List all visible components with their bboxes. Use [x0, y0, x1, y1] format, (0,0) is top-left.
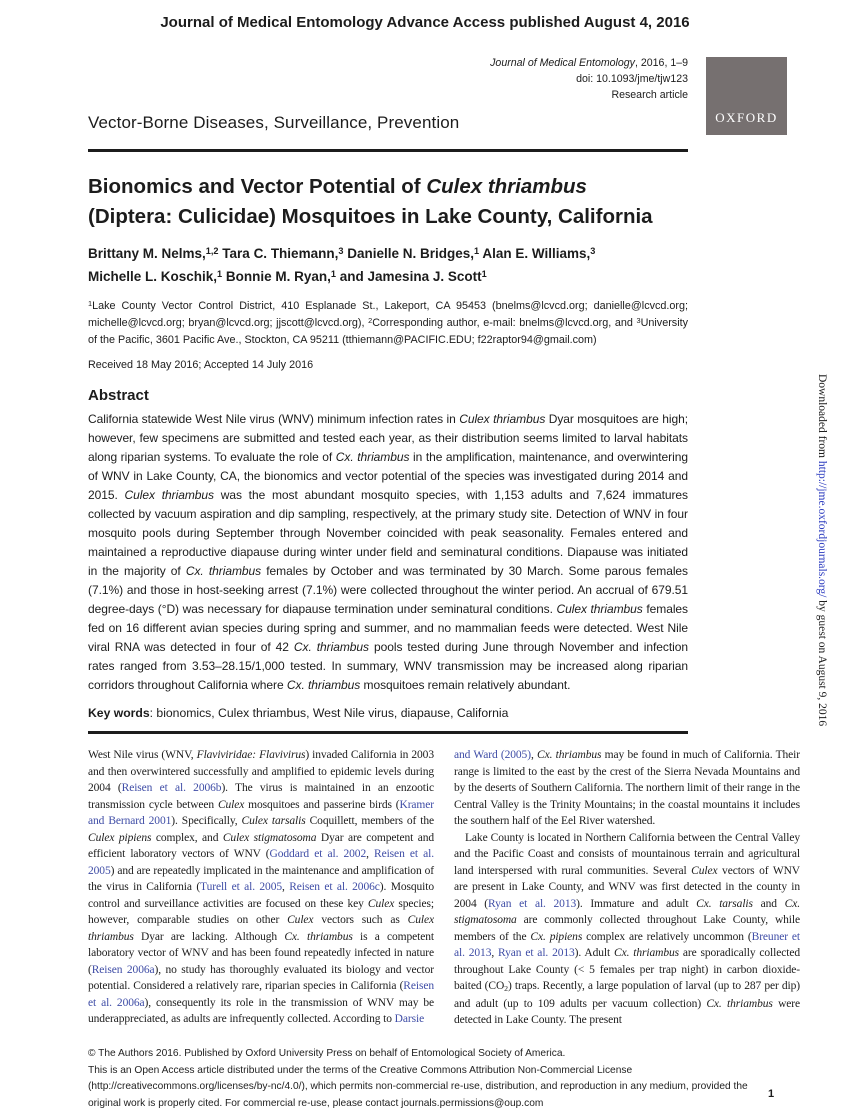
- text-run: Cx. thriambus: [335, 450, 410, 464]
- intro-paragraph-1: [88, 747, 434, 1028]
- citation-reisen-2005[interactable]: Reisen et al. 2005: [88, 848, 434, 877]
- copyright-line: © The Authors 2016. Published by Oxford University Press on behalf of Entomological Society of America.: [88, 1048, 566, 1059]
- citation-darsie-ward-2005[interactable]: Darsie: [394, 1013, 425, 1025]
- text-run: (Diptera: Culicidae) Mosquitoes in Lake County, California: [88, 205, 653, 228]
- text-run: are sporadically collected throughout Lake County (< 5 females per trap night) in carbon dioxide-baited (CO: [454, 947, 800, 992]
- text-run: , 2016, 1–9: [634, 57, 688, 69]
- intro-paragraph-3: [454, 830, 800, 1029]
- text-run: Cx. thriambus: [293, 640, 369, 654]
- text-run: vectors such as: [313, 914, 408, 926]
- affiliations: [88, 298, 688, 349]
- text-run: Culex thriambus: [556, 602, 643, 616]
- text-run: Culex thriambus: [426, 175, 587, 198]
- text-run: Journal of Medical Entomology: [490, 57, 635, 69]
- journal-citation-line: [490, 55, 688, 71]
- page-number: 1: [768, 1088, 775, 1100]
- text-run: Downloaded from: [816, 374, 828, 461]
- page-footer: [88, 1046, 782, 1112]
- text-run: University of the Pacific, 3601 Pacific Ave., Stockton, CA 95211 (tthiemann@PACIFIC.EDU; f22raptor94@gmail.com): [88, 317, 688, 346]
- citation-reisen-et-al-2006a[interactable]: Reisen et al. 2006a: [88, 980, 434, 1009]
- citation-turell-2005[interactable]: Turell et al. 2005: [200, 881, 282, 893]
- abstract-rule: [88, 731, 688, 734]
- text-run: [300, 931, 307, 943]
- text-run: Danielle N. Bridges,: [343, 246, 474, 261]
- article-title: [88, 172, 788, 232]
- text-run: Cx. tarsalis: [696, 897, 753, 910]
- text-run: ). Mosquito control and surveillance activities are focused on these key: [88, 881, 434, 910]
- citation-darsie-ward-2005[interactable]: and Ward (2005): [454, 749, 531, 761]
- text-run: Culex thriambus: [459, 412, 546, 426]
- text-run: 1: [217, 268, 223, 279]
- text-run: Culex: [287, 914, 314, 926]
- body-column-right: [454, 747, 800, 1029]
- advance-access-banner: Journal of Medical Entomology Advance Access published August 4, 2016: [160, 14, 690, 31]
- text-run: Culex stigmatosoma: [222, 831, 317, 844]
- text-run: Culex: [367, 897, 395, 910]
- intro-paragraph-2: [454, 747, 800, 830]
- text-run: Culex thriambus: [88, 914, 434, 943]
- text-run: are commonly collected throughout Lake County, while members of the: [454, 914, 800, 943]
- body-column-left: [88, 747, 434, 1029]
- text-run: Dyar mosquitoes are high; however, few specimens are submitted and tested each year, as their distribution seems limited to larval habitats along riparian systems. To evaluate the role of: [88, 412, 689, 464]
- text-run: ,: [530, 749, 537, 761]
- text-run: Cx.: [530, 930, 546, 943]
- download-watermark: [816, 374, 828, 784]
- text-run: species; however, comparable studies on other: [88, 897, 434, 926]
- citation-reisen-2006a[interactable]: Reisen 2006a: [91, 963, 155, 976]
- text-run: by guest on August 9, 2016: [816, 597, 828, 727]
- citation-breuner-2013[interactable]: Breuner et al. 2013: [454, 930, 800, 959]
- text-run: Culex: [217, 798, 245, 811]
- text-run: Lake County is located in Northern California between the Central Valley and the Pacific Coast and consists of mountainous terrain and agricultural land interspersed with rural communities. Several: [454, 831, 800, 877]
- citation-ryan-2013[interactable]: Ryan et al. 2013: [498, 947, 575, 959]
- text-run: 1: [88, 298, 93, 308]
- text-run: ). Immature and adult: [576, 897, 697, 910]
- author-list: [88, 243, 788, 289]
- keywords-line: [88, 706, 688, 720]
- text-run: in the amplification, maintenance, and overwintering of WNV in Lake County, CA, the bionomics and vector potential of the species was investigated during 2014 and 2015.: [88, 450, 688, 502]
- received-dates: Received 18 May 2016; Accepted 14 July 2016: [88, 359, 314, 371]
- text-run: ). Specifically,: [171, 815, 242, 827]
- oxford-logo-text: OXFORD: [715, 110, 778, 125]
- text-run: California statewide West Nile virus (WNV) minimum infection rates in: [88, 412, 460, 426]
- text-run: Michelle L. Koschik,: [88, 269, 218, 284]
- text-run: Cx. thriambus: [185, 564, 262, 578]
- text-run: 2: [368, 315, 373, 325]
- text-run: ), no study has thoroughly evaluated its biology and vector potential. Considered a relatively rare, riparian species in California (: [88, 963, 434, 992]
- citation-kramer-bernard-2001[interactable]: Kramer and Bernard 2001: [88, 798, 435, 827]
- text-run: Bionomics and Vector Potential of: [88, 175, 427, 198]
- text-run: Corresponding author, e-mail: bnelms@lcvcd.org, and: [372, 317, 637, 329]
- text-run: Cx.: [284, 930, 300, 943]
- text-run: Cx. thriambus: [706, 997, 773, 1010]
- text-run: Cx. thriambus: [537, 749, 602, 761]
- text-run: Culex thriambus: [124, 488, 214, 502]
- text-run: Flaviviridae: Flavivirus: [196, 749, 306, 761]
- abstract-text: [88, 410, 688, 695]
- citation-reisen-2006b[interactable]: Reisen et al. 2006b: [121, 782, 222, 794]
- doi-line: doi: 10.1093/jme/tjw123: [576, 73, 688, 85]
- body-columns: [88, 747, 800, 1029]
- text-run: Cx. thriambus: [286, 678, 361, 692]
- text-run: Lake County Vector Control District, 410 Esplanade St., Lakeport, CA 95453 (bnelms@lcvcd.org; danielle@lcvcd.org; michelle@lcvcd.org; bryan@lcvcd.org; jjscott@lcvcd.org),: [88, 300, 688, 329]
- text-run: Dyar are competent and efficient laboratory vectors of WNV (: [88, 831, 435, 860]
- text-run: Coquillett, members of the: [305, 815, 434, 827]
- text-run: Alan E. Williams,: [479, 246, 591, 261]
- text-run: Dyar are lacking. Although: [133, 930, 285, 943]
- text-run: pipiens: [549, 930, 583, 943]
- text-run: 3: [338, 245, 344, 256]
- text-run: West Nile virus (WNV,: [88, 749, 197, 761]
- text-run: ,: [282, 881, 290, 893]
- text-run: mosquitoes remain relatively abundant.: [360, 678, 571, 692]
- text-run: Key words: [88, 706, 150, 720]
- text-run: is a competent laboratory vector of WNV and has been found repeatedly infected in nature (: [88, 930, 434, 976]
- text-run: mosquitoes and passerine birds (: [244, 798, 400, 811]
- text-run: pools tested during June through November and infection rates ranged from 3.53–28.15/1,000 tested. In summary, WNV transmission may be increased along riparian corridors throughout California where: [88, 640, 688, 692]
- text-run: 3: [636, 315, 641, 325]
- license-paragraph: This is an Open Access article distributed under the terms of the Creative Commons Attribution Non-Commercial License (http://creativecommons.org/licenses/by-nc/4.0/), which permits non-commercial re-use, distribution, and reproduction in any medium, provided the original work is properly cited. For commercial re-use, please contact journals.permissions@oup.com: [88, 1064, 748, 1109]
- citation-reisen-2006c[interactable]: Reisen et al. 2006c: [289, 881, 380, 893]
- text-run: : bionomics, Culex thriambus, West Nile virus, diapause, California: [149, 706, 509, 720]
- masthead: [88, 55, 688, 133]
- header-rule: [88, 149, 688, 152]
- text-run: Bonnie M. Ryan,: [222, 269, 331, 284]
- masthead-citation-block: [490, 55, 688, 103]
- text-run: ). The virus is maintained in an enzootic transmission cycle between: [88, 782, 434, 811]
- text-run: females fed on 16 different avian species during spring and summer, and no mammalian feeds were detected. West Nile viral RNA was detected in four of 42: [88, 602, 689, 654]
- section-title: Vector-Borne Diseases, Surveillance, Prevention: [88, 113, 460, 132]
- text-run: may be found in much of California. Their range is limited to the east by the crest of the Sierra Nevada Mountains and by the deserts of Southern California. The northern limit of their range in the Central Valley is the Trinity Mountains; in the coastal mountains it includes the southern half of the Eel River watershed.: [454, 749, 800, 827]
- text-run: vectors of WNV are present in Lake County, and WNV was first detected in the county in 2004 (: [454, 864, 800, 910]
- text-run: Culex tarsalis: [241, 815, 306, 827]
- text-run: ). Adult: [574, 947, 615, 959]
- text-run: 1: [473, 245, 480, 256]
- text-run: and Jamesina J. Scott: [336, 269, 482, 284]
- text-run: Brittany M. Nelms,: [88, 246, 206, 261]
- text-run: 3: [590, 245, 596, 256]
- citation-ryan-2013[interactable]: Ryan et al. 2013: [488, 897, 577, 910]
- text-run: 1: [330, 268, 337, 279]
- text-run: Cx. thriambus: [614, 947, 679, 959]
- text-run: females by October and was terminated by 30 March. Some parous females (7.1%) and those in host-seeking arrest (7.1%) were collected throughout the winter period. An accrual of 679.51 degree-days (°D) was necessary for diapause termination under seminatural conditions.: [88, 564, 689, 616]
- text-run: thriambus: [306, 930, 353, 943]
- text-run: ) invaded California in 2003 and then overwintered successfully and amplified to epidemic levels during 2004 (: [88, 749, 434, 794]
- text-run: were detected in Lake County. The present: [454, 997, 801, 1026]
- text-run: ,: [366, 848, 375, 860]
- text-run: was the most abundant mosquito species, with 1,153 adults and 7,624 immatures collected by vacuum aspiration and dip sampling, respectively, at the primary study site. Detection of WNV in four mosquito pools during September through November coincided with peak seasonality. Females entered and maintained a reproductive diapause during winter under field and seminatural conditions. Diapause was initiated in the majority of: [88, 488, 688, 578]
- text-run: Culex pipiens: [88, 831, 152, 844]
- oxford-logo: [706, 57, 787, 135]
- text-run: Culex: [691, 864, 718, 877]
- abstract-heading: Abstract: [88, 387, 149, 404]
- citation-goddard-2002[interactable]: Goddard et al. 2002: [269, 848, 367, 860]
- text-run: Tara C. Thiemann,: [218, 246, 339, 261]
- text-run: ) traps. Recently, a large population of larval (up to 287 per dip) and adult (up to 109 adults per vacuum collection): [454, 980, 801, 1010]
- text-run: ) and are repeatedly implicated in the maintenance and amplification of the virus in California (: [88, 864, 434, 893]
- text-run: and: [752, 897, 785, 910]
- text-run: complex are relatively uncommon (: [582, 930, 752, 943]
- journal-url-link[interactable]: http://jme.oxfordjournals.org/: [816, 460, 828, 598]
- text-run: 1: [481, 268, 487, 279]
- text-run: complex, and: [151, 831, 223, 844]
- text-run: 1,2: [205, 245, 219, 256]
- article-type-label: Research article: [611, 89, 688, 101]
- text-run: Cx. stigmatosoma: [454, 897, 800, 926]
- text-run: ,: [491, 947, 499, 959]
- text-run: ), consequently its role in the transmission of WNV may be underappreciated, as adults are infrequently collected. According to: [88, 996, 434, 1025]
- text-run: 2: [504, 984, 508, 994]
